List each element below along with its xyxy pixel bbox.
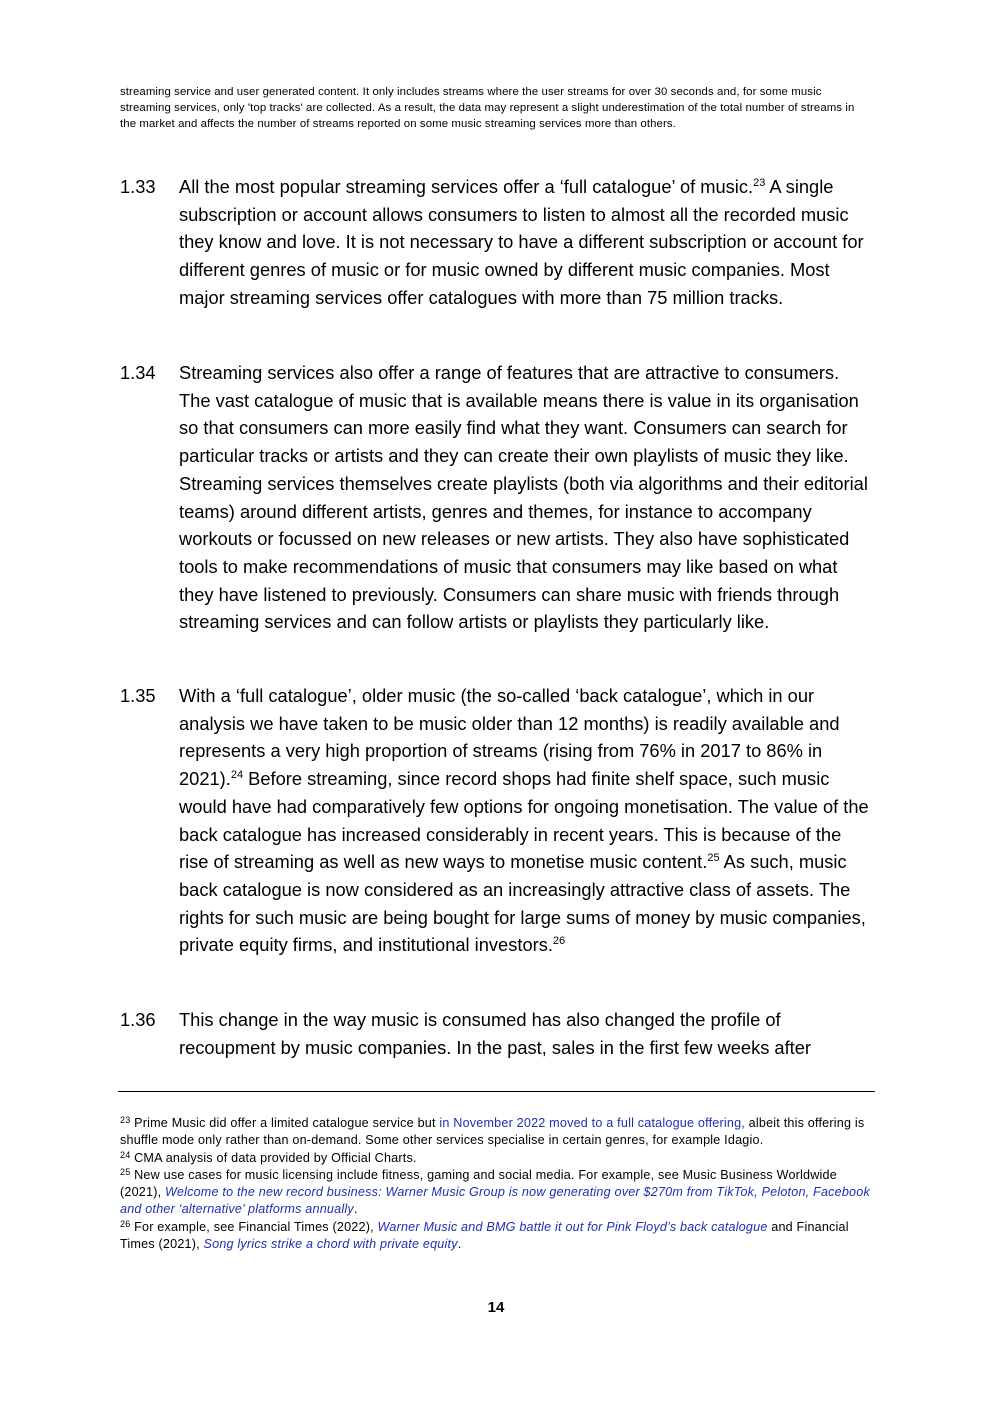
paragraph-1-33 <box>120 173 875 312</box>
footnote-text: Prime Music did offer a limited catalogue service but <box>130 1116 440 1130</box>
paragraph-text-part: A single subscription or account allows consumers to listen to almost all the recorded music they know and love. It is not necessary to have a different subscription or account for different genres of music or for music owned by different music companies. Most major streaming services offer catalogues with more than 75 million tracks. <box>179 176 864 308</box>
footnote-mark: 25 <box>120 1166 131 1177</box>
paragraph-text-part: As such, music back catalogue is now considered as an increasingly attractive class of assets. The rights for such music are being bought for large sums of money by music companies, private equity firms, and institutional investors. <box>179 851 866 956</box>
footnote-link[interactable]: Song lyrics strike a chord with private equity <box>203 1237 458 1252</box>
paragraph-1-36 <box>120 1006 875 1061</box>
paragraph-text: Streaming services also offer a range of features that are attractive to consumers. The vast catalogue of music that is available means there is value in its organisation so that consumers can more easily find what they want. Consumers can search for particular tracks or artists and they can create their own playlists of music they like. Streaming services themselves create playlists (both via algorithms and their editorial teams) around different artists, genres and themes, for instance to accompany workouts or focussed on new releases or new artists. They also have sophisticated tools to make recommendations of music that consumers may like based on what they have listened to previously. Consumers can share music with friends through streaming services and can follow artists or playlists they particularly like. <box>179 362 868 633</box>
paragraph-number: 1.36 <box>120 1009 156 1030</box>
footnote-text: . <box>353 1202 358 1217</box>
footnote-link[interactable]: Warner Music and BMG battle it out for Pink Floyd’s back catalogue <box>377 1219 768 1234</box>
footnote-23 <box>120 1115 875 1150</box>
footnote-text: CMA analysis of data provided by Official Charts. <box>130 1150 417 1165</box>
footnote-link[interactable]: in November 2022 moved to a full catalogue offering, <box>439 1116 745 1130</box>
paragraph-number: 1.35 <box>120 685 156 706</box>
paragraph-text-part: All the most popular streaming services offer a ‘full catalogue’ of music. <box>179 176 754 197</box>
footnote-ref-26[interactable]: 26 <box>552 935 566 948</box>
footnote-link[interactable]: Welcome to the new record business: Warner Music Group is now generating over $270m from TikTok, Peloton, Facebook and other ‘alternative’ platforms annually <box>120 1185 870 1217</box>
paragraph-text <box>179 682 875 959</box>
footnote-mark: 24 <box>120 1149 131 1160</box>
footnote-separator <box>118 1091 875 1092</box>
paragraph-text <box>179 173 875 312</box>
paragraph-number: 1.33 <box>120 176 156 197</box>
footnote-24 <box>120 1150 875 1167</box>
footnote-text: albeit this offering is shuffle mode only rather than on-demand. Some other services specialise in certain genres, for example Idagio. <box>120 1116 865 1148</box>
footnote-ref-23[interactable]: 23 <box>753 177 766 189</box>
paragraph-text-part: With a ‘full catalogue’, older music (the so-called ‘back catalogue’, which in our analysis we have taken to be music older than 12 months) is readily available and represents a very high proportion of streams (rising from 76% in 2017 to 86% in 2021). <box>179 685 840 790</box>
footnote-text: For example, see Financial Times (2022), <box>130 1219 378 1234</box>
continued-footnote: streaming service and user generated content. It only includes streams where the user streams for over 30 seconds and, for some music streaming services, only 'top tracks' are collected. As a result, the data may represent a slight underestimation of the total number of streams in the market and affects the number of streams reported on some music streaming services more than others. <box>120 86 855 130</box>
paragraph-1-35 <box>120 682 875 959</box>
paragraph-number: 1.34 <box>120 362 156 383</box>
footnote-26 <box>120 1219 875 1254</box>
footnote-text: . <box>457 1237 462 1252</box>
footnote-ref-24[interactable]: 24 <box>230 769 244 782</box>
footnote-mark: 26 <box>120 1218 131 1229</box>
paragraph-1-34 <box>120 359 875 636</box>
paragraph-text: This change in the way music is consumed has also changed the profile of recoupment by music companies. In the past, sales in the first few weeks after <box>179 1009 812 1058</box>
footnote-25 <box>120 1167 875 1219</box>
footnote-text: and Financial Times (2021), <box>120 1219 849 1252</box>
footnote-mark: 23 <box>120 1115 131 1125</box>
footnotes <box>120 1115 875 1253</box>
footnote-text: New use cases for music licensing include fitness, gaming and social media. For example, see Music Business Worldwide (2021), <box>120 1167 837 1200</box>
page-number: 14 <box>487 1299 505 1316</box>
footnote-ref-25[interactable]: 25 <box>707 852 720 865</box>
paragraph-text-part: Before streaming, since record shops had finite shelf space, such music would have had comparatively few options for ongoing monetisation. The value of the back catalogue has increased considerably in recent years. This is because of the rise of streaming as well as new ways to monetise music content. <box>179 768 869 873</box>
